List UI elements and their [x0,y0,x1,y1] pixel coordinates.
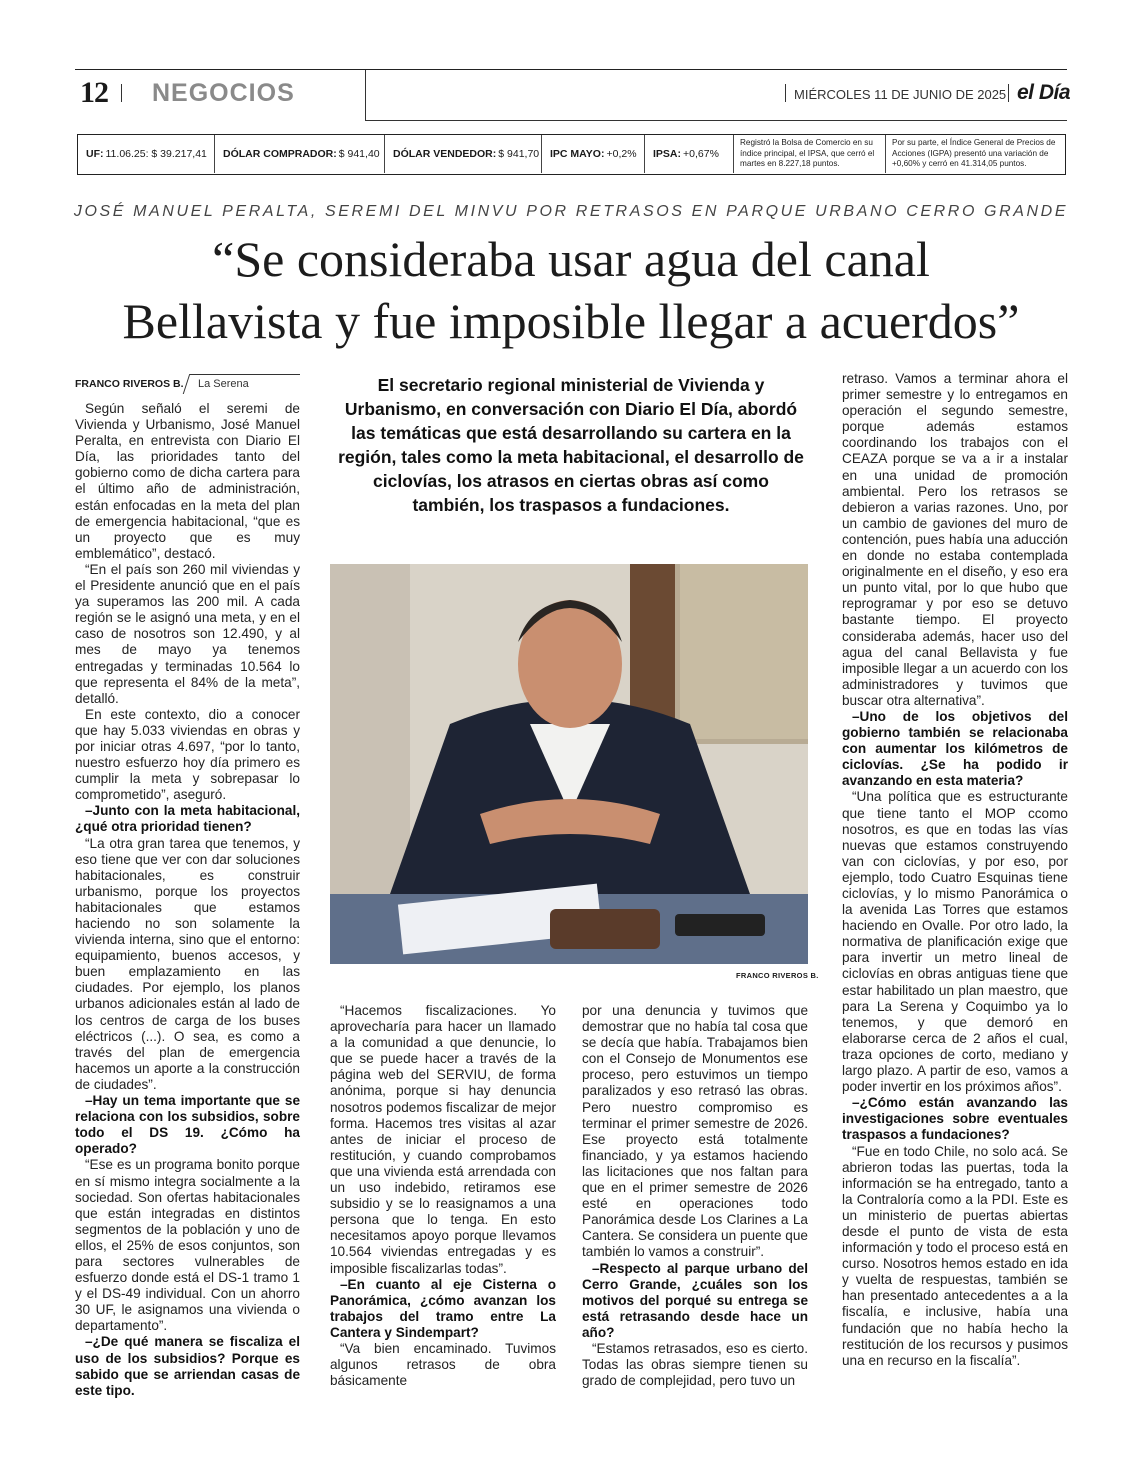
ticker-ipc-label: IPC MAYO: [550,148,605,160]
ticker-dolar-comprador [215,135,385,173]
header-separator [785,84,786,102]
ticker-note-2: Por su parte, el Índice General de Precios de Acciones (IGPA) presentó una variación de +0,60% y cerró en 41.314,05 puntos. [892,138,1056,169]
article-paragraph: “Fue en todo Chile, no solo acá. Se abrieron todas las puertas, toda la información se ha entregado, tanto a la Contraloría como a la PDI. Este es un ministerio de puertas abiertas desde el punto de vista de esta información y todo el proceso está en curso. Nosotros hemos estado en ida y vuelta de respuestas, también se han presentado antecedentes a a la fiscalía, e inclusive, había una fundación que no había hecho la restitución de los recursos y pusimos una en recurso en la fiscalía”. [842,1143,1068,1368]
section-title: NEGOCIOS [152,79,295,107]
byline-rule [190,374,300,375]
headline-line-2: Bellavista y fue imposible llegar a acuerdos” [122,293,1020,349]
ticker-ipc-value: +0,2% [606,148,637,160]
ticker-ipsa [645,135,734,173]
ticker-note-ipsa [734,135,886,173]
article-column-3 [582,1003,808,1389]
ticker-note-1: Registró la Bolsa de Comercio en su índice principal, el IPSA, que cerró el martes en 8.227,18 puntos. [740,138,875,169]
interview-question: –Junto con la meta habitacional, ¿qué otra prioridad tienen? [75,803,300,835]
article-paragraph: por una denuncia y tuvimos que demostrar que no había tal cosa que se decía que había. Trabajamos bien con el Consejo de Monumentos ese proceso, pero estuvimos un tiempo paralizados y eso retrasó las obras. Pero nuestro compromiso es terminar el primer semestre de 2026. Ese proyecto está totalmente financiado, y ya estamos haciendo las licitaciones que nos faltan para que en el primer semestre de 2026 esté en operaciones todo Panorámica desde Los Clarines a La Cantera. Se considera un puente que también lo vamos a construir”. [582,1003,808,1260]
ticker-uf-label: UF: [86,148,104,160]
headline-line-1: “Se consideraba usar agua del canal [212,231,930,287]
ticker-uf-value: 11.06.25: $ 39.217,41 [105,148,207,160]
article-paragraph: “Hacemos fiscalizaciones. Yo aprovecharía para hacer un llamado a la comunidad a que denuncie, lo que se puede hacer a través de la página web del SERVIU, de forma anónima, porque si hay denuncia nosotros podemos fiscalizar de mejor forma. Hacemos tres visitas al azar antes de iniciar el proceso de restitución, y cuando comprobamos que una vivienda está arrendada con un uso indebido, retiramos ese subsidio y se lo reasignamos a una persona que lo tenga. En esto necesitamos apoyo porque llevamos 10.564 viviendas entregadas y es imposible fiscalizarlas todas”. [330,1003,556,1276]
article-paragraph: “Va bien encaminado. Tuvimos algunos retrasos de obra básicamente [330,1340,556,1389]
article-paragraph: “En el país son 260 mil viviendas y el Presidente anunció que en el país ya superamos las 200 mil. A cada región se le asignó una meta, y en el caso de nosotros son 12.490, y al mes de mayo ya tenemos entregadas y terminadas 10.564 lo que representa el 84% de la meta”, detalló. [75,561,300,706]
ticker-dolar-vendedor-label: DÓLAR VENDEDOR: [393,148,497,160]
interview-question: –En cuanto al eje Cisterna o Panorámica, ¿cómo avanzan los trabajos del tramo entre La Cantera y Sindempart? [330,1276,556,1340]
interview-photo-illustration [330,564,808,964]
article-lead: El secretario regional ministerial de Vivienda y Urbanismo, en conversación con Diario El Día, abordó las temáticas que está desarrollando su cartera en la región, tales como la meta habitacional, el desarrollo de ciclovías, los atrasos en ciertas obras así como también, los traspasos a fundaciones. [338,375,804,515]
ticker-dolar-comprador-value: $ 941,40 [338,148,380,160]
header-top-rule [75,69,1067,70]
ticker-dolar-vendedor-value: $ 941,70 [498,148,540,160]
interview-question: –¿De qué manera se fiscaliza el uso de los subsidios? Porque es sabido que se arriendan casas de este tipo. [75,1334,300,1398]
ticker-ipsa-label: IPSA: [653,148,682,160]
article-column-1 [75,401,300,1399]
article-paragraph: En este contexto, dio a conocer que hay 5.033 viviendas en obras y por iniciar otras 4.697, “por lo tanto, nuestro esfuerzo hoy día primero es cumplir la meta y sobrepasar lo comprometido”, aseguró. [75,706,300,803]
header-separator [121,84,122,102]
article-kicker: JOSÉ MANUEL PERALTA, SEREMI DEL MINVU POR RETRASOS EN PARQUE URBANO CERRO GRANDE [73,203,1069,220]
interview-photo [330,564,808,964]
photo-credit: FRANCO RIVEROS B. [736,971,819,980]
article-paragraph: “Ese es un programa bonito porque en sí mismo integra socialmente a la sociedad. Son ofertas habitacionales que están integradas en distintos segmentos de la población y uno de ellos, el 25% de esos conjuntos, son para sectores vulnerables de esfuerzo donde está el DS-1 tramo 1 y el DS-49 individual. Con un ahorro 30 UF, le asignamos una vivienda o departamento”. [75,1157,300,1334]
article-column-2 [330,1003,556,1389]
interview-question: –Uno de los objetivos del gobierno también se relacionaba con aumentar los kilómetros de ciclovías. ¿Se ha podido ir avanzando en esta materia? [842,708,1068,789]
interview-question: –¿Cómo están avanzando las investigaciones sobre eventuales traspasos a fundaciones? [842,1095,1068,1143]
article-headline [0,228,1142,352]
ticker-dolar-vendedor [385,135,542,173]
article-paragraph: “Una política que es estructurante que tiene tanto el MOP ccomo nosotros, es que en todas las vías nuevas que estamos construyendo van con ciclovías, y por eso, por ejemplo, todo Cuatro Esquinas tiene ciclovías, y lo mismo Panorámica o la avenida Las Torres que estamos haciendo en Ovalle. Por otro lado, la normativa de planificación exige que para invertir un metro lineal de ciclovías en obras antiguas tiene que estar habilitado un plan maestro, que para La Serena y Coquimbo ya lo tenemos, y que demoró en elaborarse cerca de 2 años el cual, traza opciones de corto, mediano y largo plazo. A partir de eso, vamos a poder invertir en los próximos años”. [842,789,1068,1095]
header-separator [1008,84,1009,102]
ticker-ipsa-value: +0,67% [683,148,719,160]
article-column-4 [842,371,1068,1369]
ticker-note-igpa [886,135,1064,173]
dateline-place: La Serena [198,378,249,390]
article-paragraph: Según señaló el seremi de Vivienda y Urbanismo, José Manuel Peralta, en entrevista con Diario El Día, las prioridades tanto del gobierno como de dicha cartera para el último año de administración, están enfocadas en la meta del plan de emergencia habitacional, “que es un proyecto que es muy emblemático”, destacó. [75,401,300,561]
issue-date: MIÉRCOLES 11 DE JUNIO DE 2025 [794,87,1007,102]
page-number: 12 [80,76,108,109]
article-paragraph: retraso. Vamos a terminar ahora el primer semestre y lo entregamos en operación el segundo semestre, porque además estamos coordinando los trabajos con el CEAZA porque se va a ir a instalar en una unidad de promoción ambiental. Pero los retrasos se debieron a varias razones. Uno, por un cambio de gaviones del muro de contención, pues había una aducción en donde no estaba contemplada originalmente en el diseño, y eso era un punto vital, por lo que hubo que reprogramar y por eso se detuvo bastante tiempo. El proyecto consideraba además, hacer uso del agua del canal Bellavista y fue imposible llegar a un acuerdo con los administradores y tuvimos que buscar otra alternativa”. [842,371,1068,708]
header-bottom-rule [365,120,1067,121]
ticker-uf [78,135,215,173]
article-paragraph: “La otra gran tarea que tenemos, y eso tiene que ver con dar soluciones habitacionales, es construir urbanismo, porque los proyectos habitacionales que estamos haciendo no son solamente la vivienda interna, sino que el entorno: equipamiento, buenos accesos, y buen emplazamiento en las ciudades. Por ejemplo, los planos urbanos adicionales están al lado de los centros de carga de los buses eléctricos (...). O sea, es como a través del plan de emergencia hacemos un aporte a la construcción de ciudades”. [75,835,300,1092]
ticker-ipc [542,135,645,173]
ticker-dolar-comprador-label: DÓLAR COMPRADOR: [223,148,337,160]
interview-question: –Respecto al parque urbano del Cerro Grande, ¿cuáles son los motivos del porqué su entrega se está retrasando desde hace un año? [582,1260,808,1340]
byline-slash [183,374,191,394]
interview-question: –Hay un tema importante que se relaciona con los subsidios, sobre todo el DS 19. ¿Cómo ha operado? [75,1093,300,1157]
header-divider [365,70,366,121]
newspaper-logo: el Día [1017,81,1071,104]
article-paragraph: “Estamos retrasados, eso es cierto. Todas las obras siempre tienen su grado de complejidad, pero tuvo un [582,1340,808,1389]
market-ticker [77,134,1066,175]
author: FRANCO RIVEROS B. [75,378,184,390]
